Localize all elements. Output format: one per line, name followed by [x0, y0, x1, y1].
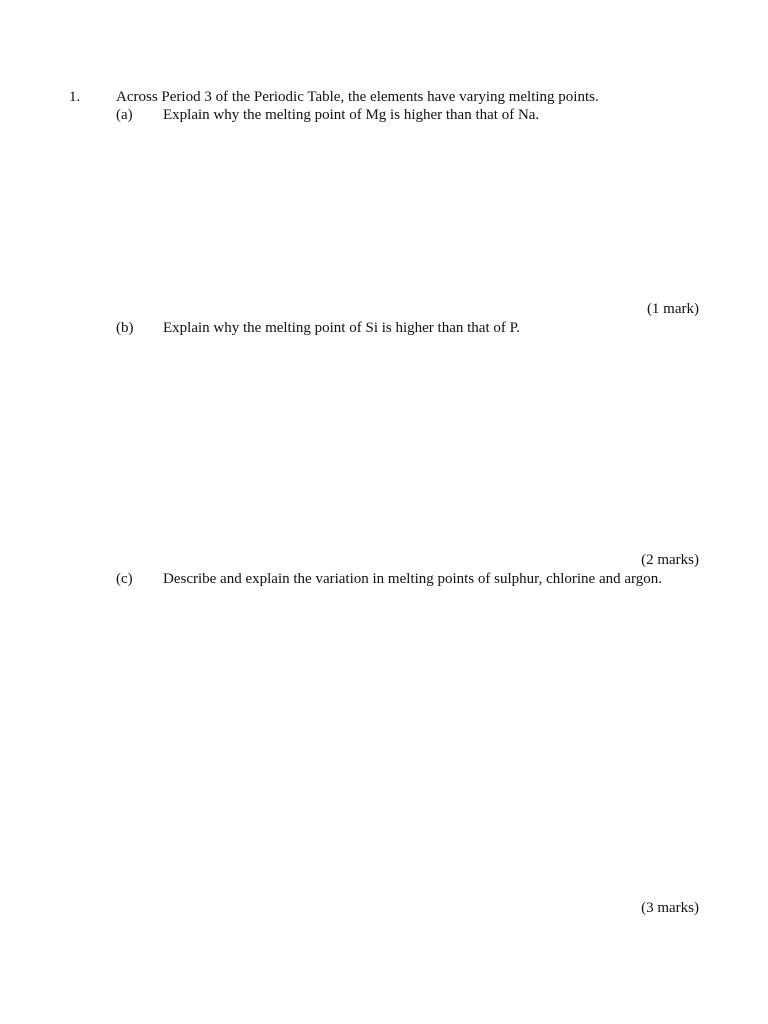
part-b-text: Explain why the melting point of Si is higher than that of P. [163, 320, 521, 336]
part-c-marks: (3 marks) [641, 900, 699, 916]
question-number: 1. [69, 89, 81, 105]
part-a-marks: (1 mark) [646, 301, 699, 317]
question-stem: Across Period 3 of the Periodic Table, the elements have varying melting points. [116, 89, 599, 105]
part-a-text: Explain why the melting point of Mg is higher than that of Na. [163, 107, 540, 123]
part-c-label: (c) [116, 571, 133, 587]
part-b-marks: (2 marks) [641, 552, 699, 568]
part-a-label: (a) [116, 107, 133, 123]
part-c-text: Describe and explain the variation in melting points of sulphur, chlorine and argon. [163, 571, 662, 587]
part-b-label: (b) [116, 320, 134, 336]
